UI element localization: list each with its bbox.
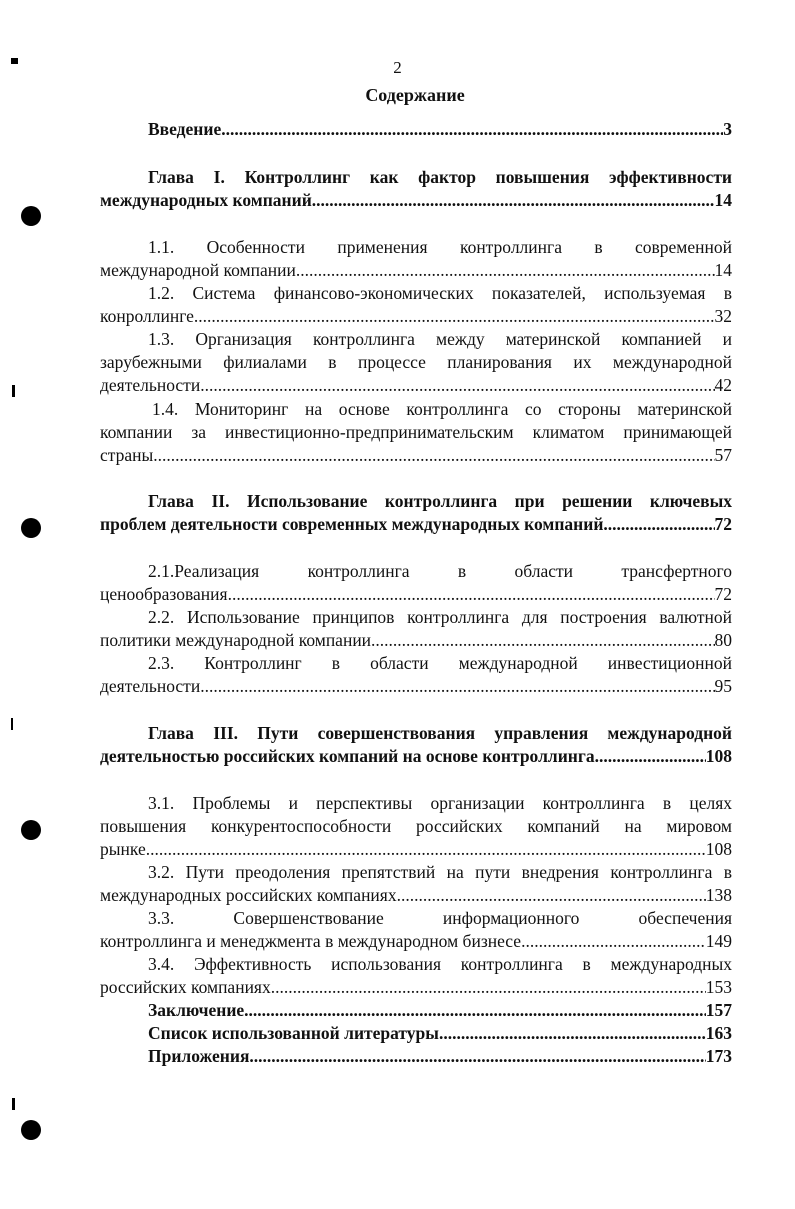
section-1-4[interactable]: 1.4. Мониторинг на основе контроллинга со стороны материнской [152,399,732,419]
section-2-2-cont[interactable]: политики международной компании ..... 80 [100,629,732,652]
section-2-1[interactable]: 2.1.Реализация контроллинга в области трансфертного [148,561,732,581]
chapter-1-page: 14 [714,190,732,210]
dot-leader [296,259,715,282]
dot-leader [228,583,715,606]
chapter-2-page: 72 [714,514,732,534]
dot-leader [271,976,706,999]
chapter-3-heading-cont[interactable]: деятельностью российских компаний на основе контроллинга ..... 108 [100,745,732,768]
page-number: 2 [393,58,402,77]
section-3-4[interactable]: 3.4. Эффективность использования контроллинга в международных [148,954,732,974]
section-3-4-cont[interactable]: российских компаниях ..... 153 [100,976,732,999]
section-3-1-end[interactable]: рынке ..... 108 [100,838,732,861]
section-1-1[interactable]: 1.1. Особенности применения контроллинга в современной [148,237,732,257]
toc-intro[interactable] [148,118,732,141]
dot-leader [595,745,706,768]
section-3-1-cont: повышения конкурентоспособности российских компаний на мировом [100,816,732,836]
section-3-3-cont[interactable]: контроллинга и менеджмента в международном бизнесе ..... 149 [100,930,732,953]
section-3-2-cont[interactable]: международных российских компаниях ..... 138 [100,884,732,907]
binder-hole [21,1120,41,1140]
section-3-3[interactable]: 3.3. Совершенствование информационного обеспечения [148,908,732,928]
section-2-3[interactable]: 2.3. Контроллинг в области международной инвестиционной [148,653,732,673]
chapter-1-heading[interactable]: Глава I. Контроллинг как фактор повышения эффективности [148,167,732,187]
dot-leader [397,884,706,907]
chapter-2-heading[interactable]: Глава II. Использование контроллинга при решении ключевых [148,491,732,511]
dot-leader [221,118,723,141]
dot-leader [312,189,715,212]
section-1-3-cont: зарубежными филиалами в процессе планирования их международной [100,352,732,372]
dot-leader [200,675,714,698]
section-2-2[interactable]: 2.2. Использование принципов контроллинга для построения валютной [148,607,732,627]
page-title: Содержание [365,85,465,105]
toc-intro-label: Введение [148,119,222,139]
toc-intro-page: 3 [723,119,732,139]
section-1-3-end[interactable]: деятельности ..... 42 [100,374,732,397]
dot-leader [194,305,715,328]
binder-hole [21,820,41,840]
section-1-4-end[interactable]: страны ..... 57 [100,444,732,467]
chapter-2-heading-cont[interactable]: проблем деятельности современных международных компаний ..... 72 [100,513,732,536]
chapter-1-heading-cont[interactable]: международных компаний ..... 14 [100,189,732,212]
section-1-2-cont[interactable]: конроллинге ..... 32 [100,305,732,328]
dot-leader [153,444,714,467]
scan-mark [12,1098,15,1110]
section-3-2[interactable]: 3.2. Пути преодоления препятствий на пути внедрения контроллинга в [148,862,732,882]
dot-leader [244,999,706,1022]
chapter-3-page: 108 [705,746,732,766]
dot-leader [371,629,714,652]
section-3-1[interactable]: 3.1. Проблемы и перспективы организации контроллинга в целях [148,793,732,813]
toc-references[interactable]: Список использованной литературы ..... 163 [148,1022,732,1045]
section-2-3-cont[interactable]: деятельности ..... 95 [100,675,732,698]
section-1-4-cont: компании за инвестиционно-предпринимательским климатом принимающей [100,422,732,442]
dot-leader [603,513,714,536]
dot-leader [146,838,706,861]
section-2-1-cont[interactable]: ценообразования ..... 72 [100,583,732,606]
dot-leader [521,930,706,953]
scan-mark [12,385,15,397]
toc-appendices[interactable]: Приложения ..... 173 [148,1045,732,1068]
dot-leader [200,374,714,397]
section-1-2[interactable]: 1.2. Система финансово-экономических показателей, используемая в [148,283,732,303]
toc-conclusion[interactable]: Заключение ..... 157 [148,999,732,1022]
section-1-1-cont[interactable]: международной компании ..... 14 [100,259,732,282]
binder-hole [21,518,41,538]
section-1-3[interactable]: 1.3. Организация контроллинга между материнской компанией и [148,329,732,349]
dot-leader [249,1045,705,1068]
binder-hole [21,206,41,226]
chapter-3-heading[interactable]: Глава III. Пути совершенствования управления международной [148,723,732,743]
scan-mark [11,718,13,730]
dot-leader [439,1022,706,1045]
